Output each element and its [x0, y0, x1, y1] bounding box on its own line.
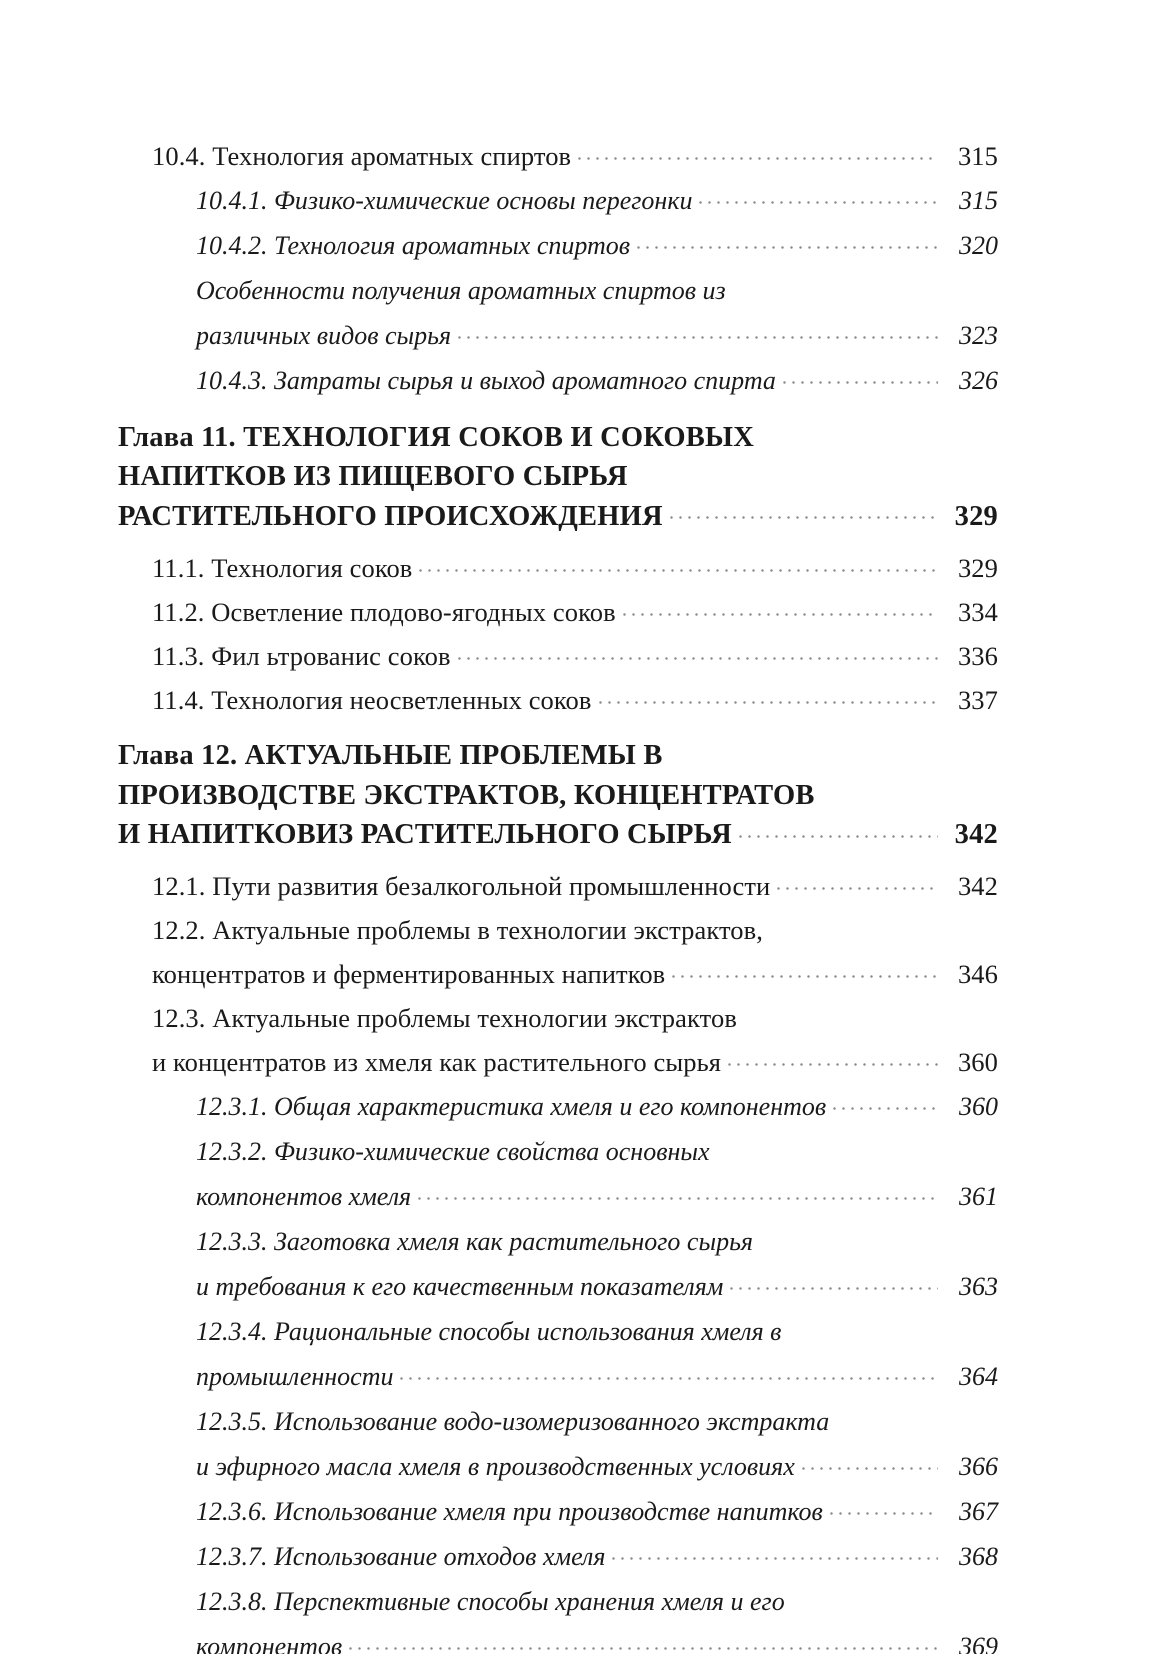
toc-entry-text: НАПИТКОВ ИЗ ПИЩЕВОГО СЫРЬЯ: [118, 461, 628, 492]
toc-entry-line: [196, 1534, 998, 1579]
toc-entry-text: 12.3.8. Перспективные способы хранения хмеля и его: [196, 1587, 785, 1616]
dot-leader: [785, 1314, 938, 1340]
dot-leader: [455, 638, 938, 665]
toc-entry-text: 12.3.4. Рациональные способы использования хмеля в: [196, 1317, 782, 1346]
dot-leader: [714, 1134, 938, 1160]
toc-entry-line: [118, 815, 998, 855]
dot-leader: [725, 1045, 938, 1072]
spacer: [118, 403, 998, 417]
toc-section-entry[interactable]: [196, 223, 998, 268]
dot-leader: [827, 1494, 938, 1520]
dot-leader: [758, 417, 938, 446]
toc-entry-text: 12.3.7. Использование отходов хмеля: [196, 1542, 606, 1571]
dot-leader: [819, 775, 938, 804]
page-number: 315: [957, 141, 998, 171]
page-number: 361: [959, 1182, 998, 1211]
toc-entry-line: [196, 313, 998, 358]
page-number: 323: [959, 321, 998, 350]
toc-entry-line: [118, 457, 998, 497]
toc-section-entry[interactable]: [152, 678, 998, 722]
toc-entry-line: [196, 1579, 998, 1624]
toc-entry-line: [118, 775, 998, 815]
toc-entry-line: [196, 358, 998, 403]
toc-entry-text: концентратов и ферментированных напитков: [152, 959, 666, 989]
dot-leader: [830, 1089, 938, 1115]
page-number: 336: [957, 640, 998, 671]
page-number: 337: [957, 684, 998, 715]
dot-leader: [416, 550, 938, 577]
toc-section-entry[interactable]: [196, 1489, 998, 1534]
toc-section-entry[interactable]: [196, 1309, 998, 1399]
toc-entry-text: 12.3.1. Общая характеристика хмеля и его компонентов: [196, 1092, 827, 1121]
toc-section-entry[interactable]: [152, 996, 998, 1084]
page-number: 346: [957, 959, 998, 989]
page-number: 360: [957, 1047, 998, 1077]
toc-entry-text: 12.3.6. Использование хмеля при производстве напитков: [196, 1497, 823, 1526]
toc-entry-text: компонентов хмеля: [196, 1182, 412, 1211]
toc-entry-line: [196, 1129, 998, 1174]
table-of-contents: [118, 134, 998, 1654]
toc-section-entry[interactable]: [196, 1219, 998, 1309]
dot-leader: [634, 228, 938, 254]
toc-entry-line: [196, 1219, 998, 1264]
toc-entry-line: [196, 1309, 998, 1354]
dot-leader: [575, 139, 938, 166]
toc-entry-line: [152, 134, 998, 178]
toc-section-entry[interactable]: [152, 908, 998, 996]
toc-section-entry[interactable]: [152, 134, 998, 178]
toc-section-entry[interactable]: [152, 546, 998, 590]
page-number: 342: [954, 819, 998, 850]
dot-leader: [620, 594, 938, 621]
toc-entry-line: [118, 417, 998, 457]
page-number: 329: [957, 552, 998, 583]
toc-entry-line: [196, 1174, 998, 1219]
toc-entry-text: РАСТИТЕЛЬНОГО ПРОИСХОЖДЕНИЯ: [118, 500, 663, 532]
dot-leader: [609, 1539, 938, 1565]
toc-entry-text: и эфирного масла хмеля в производственных условиях: [196, 1452, 795, 1481]
toc-entry-text: И НАПИТКОВИЗ РАСТИТЕЛЬНОГО СЫРЬЯ: [118, 819, 732, 850]
page-number: 363: [959, 1272, 998, 1301]
page-number: 360: [959, 1092, 998, 1121]
toc-entry-text: 12.2. Актуальные проблемы в технологии экстрактов,: [152, 915, 763, 945]
page-number: 329: [954, 500, 998, 532]
dot-leader: [741, 1001, 938, 1028]
toc-section-entry[interactable]: [196, 1534, 998, 1579]
dot-leader: [757, 1224, 938, 1250]
toc-entry-line: [152, 996, 998, 1040]
toc-entry-line: [152, 546, 998, 590]
page-number: 367: [959, 1497, 998, 1526]
page-number: 364: [959, 1362, 998, 1391]
toc-entry-line: [152, 908, 998, 952]
dot-leader: [415, 1179, 938, 1205]
toc-entry-text: компонентов: [196, 1632, 343, 1654]
toc-entry-line: [152, 864, 998, 908]
toc-entry-text: и концентратов из хмеля как растительного сырья: [152, 1047, 722, 1077]
dot-leader: [632, 457, 938, 486]
toc-entry-text: 12.3. Актуальные проблемы технологии экстрактов: [152, 1003, 737, 1033]
toc-entry-line: [118, 736, 998, 776]
toc-entry-text: 12.3.2. Физико-химические свойства основных: [196, 1137, 710, 1166]
toc-section-entry[interactable]: [196, 358, 998, 403]
dot-leader: [789, 1584, 938, 1610]
dot-leader: [696, 183, 938, 209]
toc-entry-line: [196, 1084, 998, 1129]
spacer: [118, 854, 998, 864]
toc-entry-line: [152, 590, 998, 634]
toc-entry-text: и требования к его качественным показателям: [196, 1272, 724, 1301]
toc-entry-line: [196, 1264, 998, 1309]
toc-entry-text: 10.4.2. Технология ароматных спиртов: [196, 231, 631, 260]
toc-section-entry[interactable]: [196, 178, 998, 223]
toc-section-entry[interactable]: [152, 634, 998, 678]
toc-section-entry[interactable]: [196, 268, 998, 358]
dot-leader: [346, 1629, 938, 1654]
toc-entry-text: Глава 12. АКТУАЛЬНЫЕ ПРОБЛЕМЫ В: [118, 740, 663, 771]
toc-entry-line: [152, 678, 998, 722]
toc-entry-text: 12.3.3. Заготовка хмеля как растительного сырья: [196, 1227, 753, 1256]
toc-entry-line: [118, 496, 998, 536]
dot-leader: [736, 815, 938, 844]
dot-leader: [727, 1269, 938, 1295]
toc-entry-text: различных видов сырья: [196, 321, 452, 350]
toc-chapter-entry[interactable]: [118, 736, 998, 855]
toc-section-entry[interactable]: [152, 590, 998, 634]
toc-entry-line: [196, 268, 998, 313]
toc-entry-text: ПРОИЗВОДСТВЕ ЭКСТРАКТОВ, КОНЦЕНТРАТОВ: [118, 779, 815, 811]
toc-section-entry[interactable]: [196, 1129, 998, 1219]
toc-entry-text: 10.4.3. Затраты сырья и выход ароматного спирта: [196, 366, 776, 395]
toc-entry-line: [196, 1399, 998, 1444]
toc-entry-text: 10.4. Технология ароматных спиртов: [152, 141, 572, 171]
spacer: [118, 536, 998, 546]
spacer: [118, 722, 998, 736]
toc-entry-line: [196, 1354, 998, 1399]
dot-leader: [767, 913, 938, 940]
page-number: 342: [957, 871, 998, 901]
page-number: 320: [959, 231, 998, 260]
dot-leader: [780, 363, 938, 389]
toc-entry-line: [196, 178, 998, 223]
toc-entry-line: [196, 1444, 998, 1489]
page-number: 366: [959, 1452, 998, 1481]
dot-leader: [667, 496, 938, 525]
page-number: 315: [959, 186, 998, 215]
toc-entry-text: 12.3.5. Использование водо-изомеризованного экстракта: [196, 1407, 830, 1436]
toc-section-entry[interactable]: [152, 864, 998, 908]
toc-entry-line: [196, 223, 998, 268]
dot-leader: [667, 736, 938, 765]
dot-leader: [669, 957, 938, 984]
toc-entry-text: 11.4. Технология неосветленных соков: [152, 684, 592, 715]
toc-entry-text: 10.4.1. Физико-химические основы перегонки: [196, 186, 693, 215]
page-number: 368: [959, 1542, 998, 1571]
toc-entry-text: Глава 11. ТЕХНОЛОГИЯ СОКОВ И СОКОВЫХ: [118, 421, 754, 453]
dot-leader: [730, 273, 938, 299]
page-number: 326: [959, 366, 998, 395]
page-number: 334: [957, 596, 998, 627]
toc-section-entry[interactable]: [196, 1399, 998, 1489]
toc-entry-text: Особенности получения ароматных спиртов из: [196, 276, 726, 305]
toc-entry-text: промышленности: [196, 1362, 394, 1391]
toc-entry-line: [196, 1624, 998, 1654]
toc-entry-line: [152, 634, 998, 678]
toc-entry-line: [152, 952, 998, 996]
toc-entry-text: 11.1. Технология соков: [152, 552, 413, 583]
dot-leader: [833, 1404, 938, 1430]
toc-section-entry[interactable]: [196, 1084, 998, 1129]
dot-leader: [397, 1359, 938, 1385]
dot-leader: [596, 682, 939, 709]
dot-leader: [455, 318, 938, 344]
dot-leader: [799, 1449, 938, 1475]
toc-entry-text: 11.3. Фил ьтрованис соков: [152, 640, 451, 671]
page-number: 369: [959, 1632, 998, 1654]
toc-entry-line: [196, 1489, 998, 1534]
toc-entry-text: 12.1. Пути развития безалкогольной промышленности: [152, 871, 771, 901]
toc-entry-line: [152, 1040, 998, 1084]
toc-chapter-entry[interactable]: [118, 417, 998, 536]
dot-leader: [774, 869, 938, 896]
toc-section-entry[interactable]: [196, 1579, 998, 1654]
toc-entry-text: 11.2. Осветление плодово-ягодных соков: [152, 596, 616, 627]
